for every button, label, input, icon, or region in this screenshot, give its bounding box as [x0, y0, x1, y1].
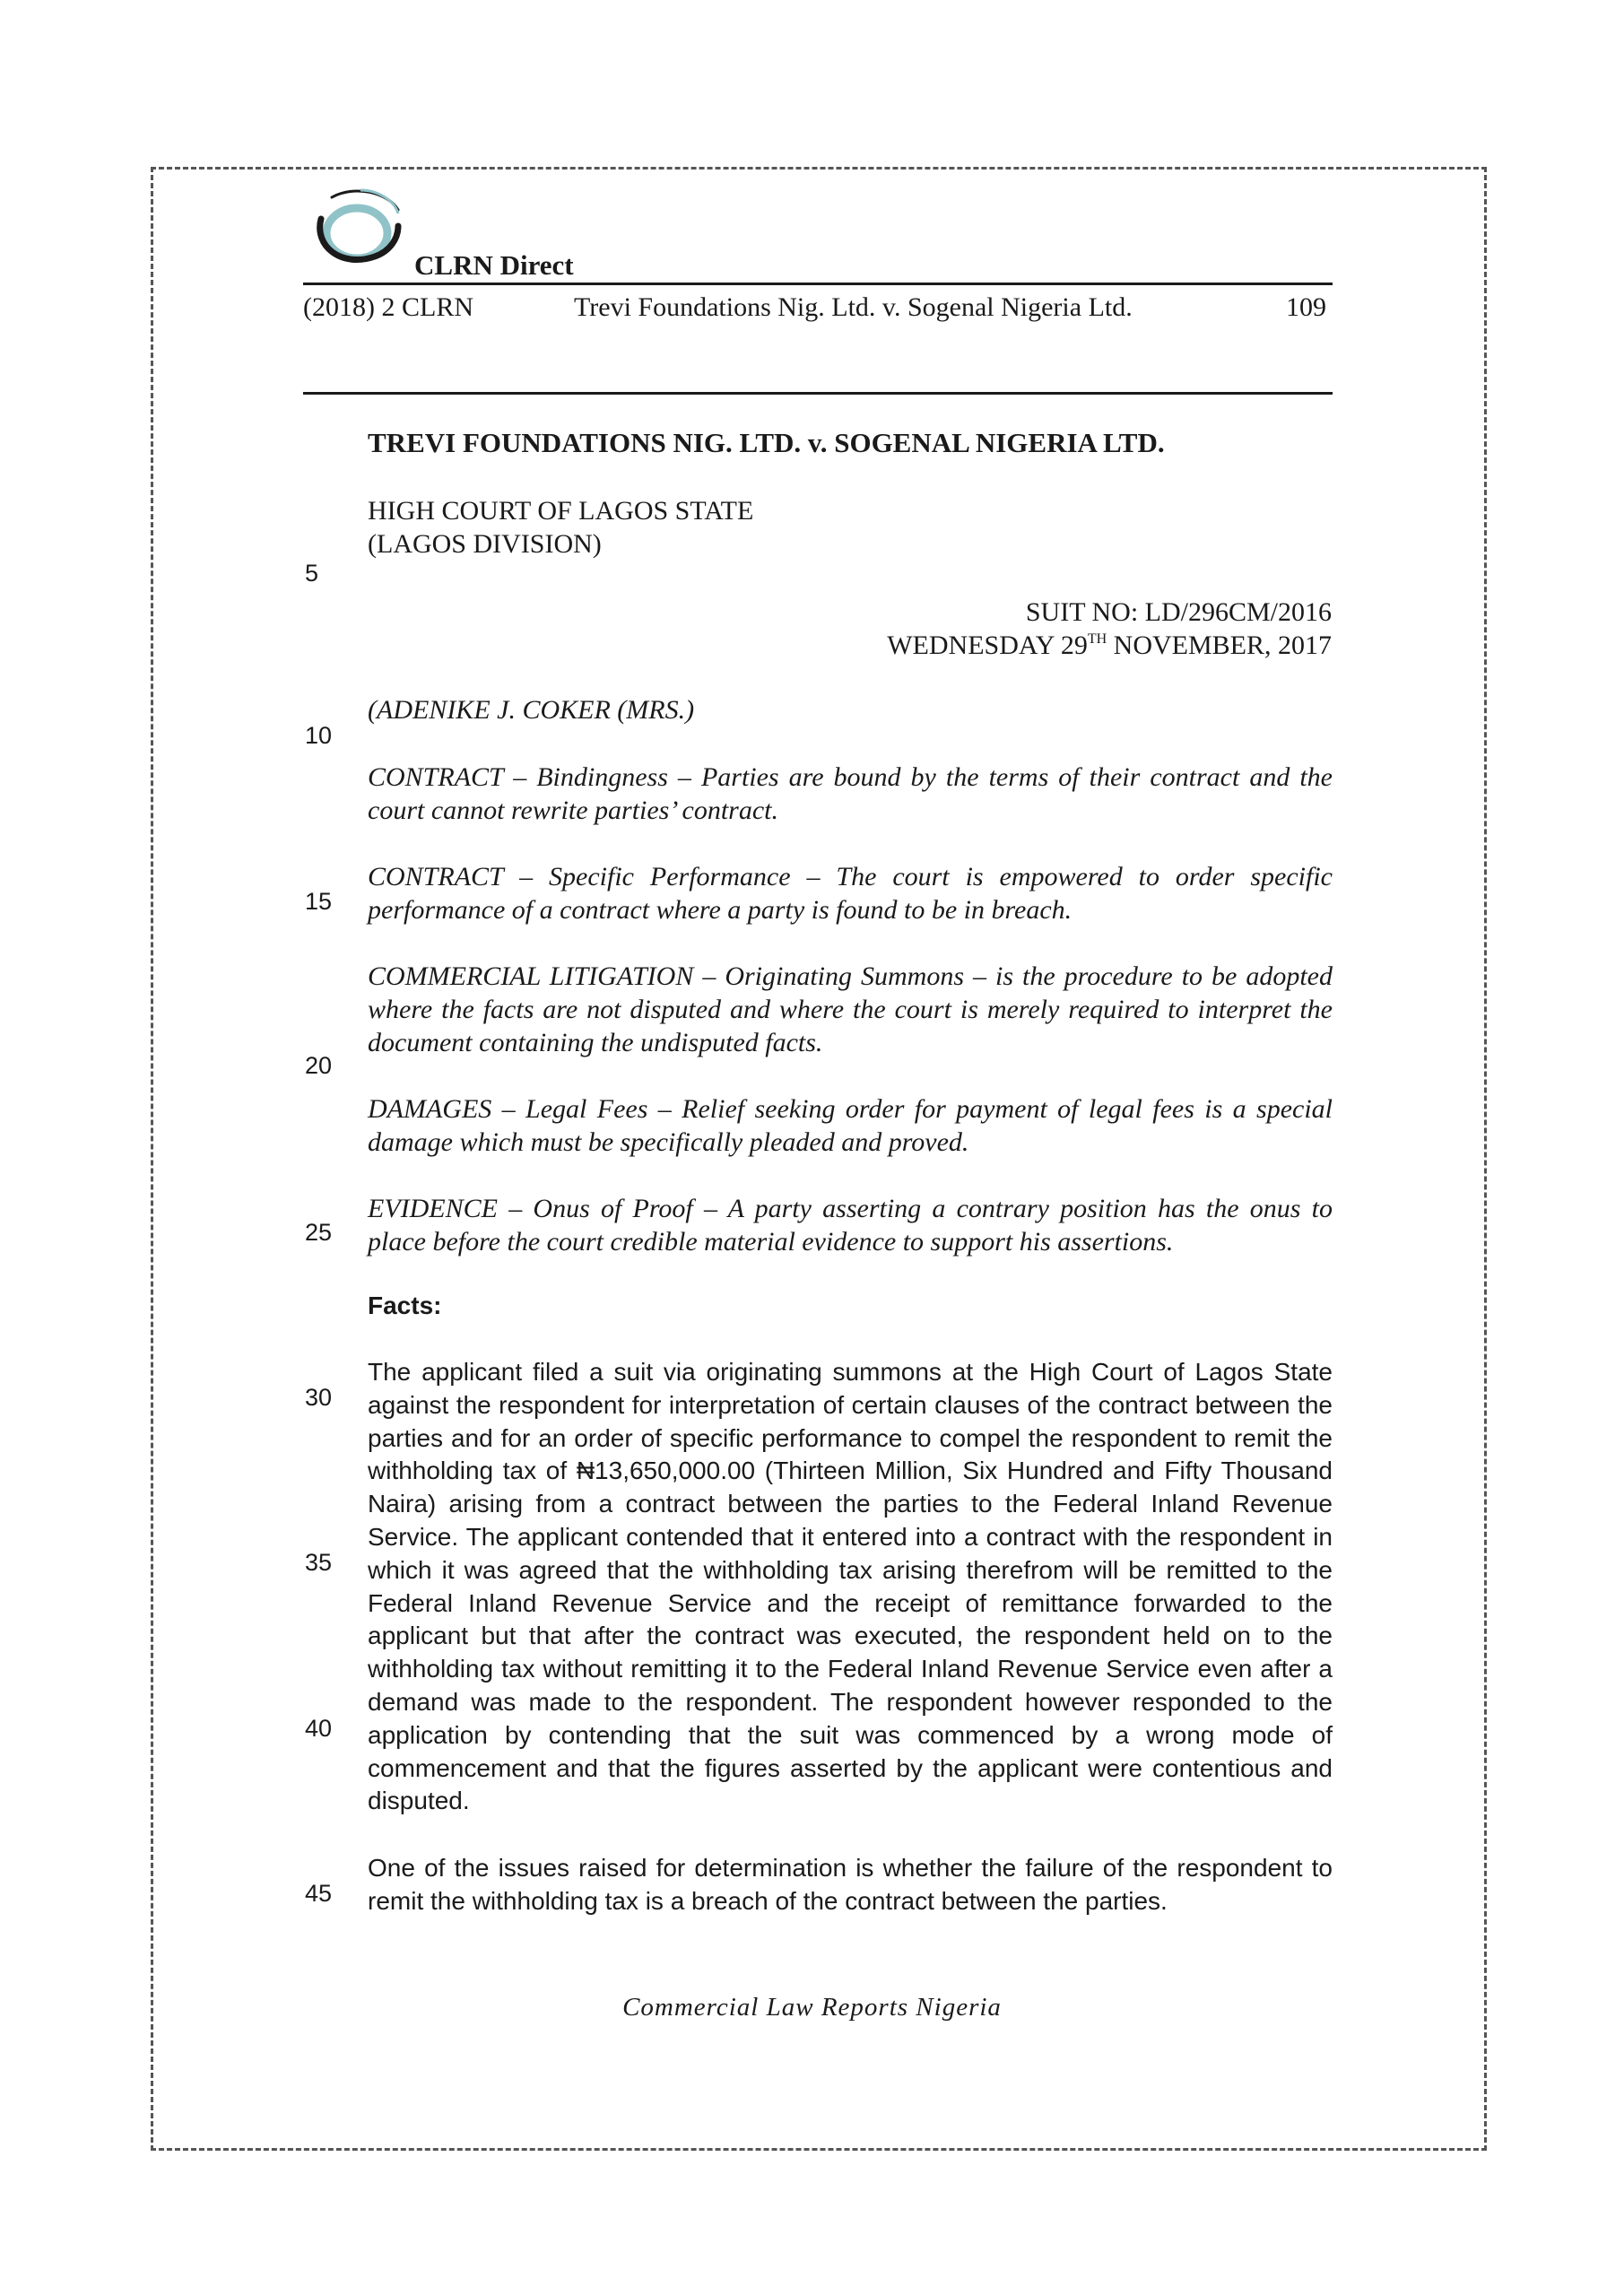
- page-number: 109: [1286, 292, 1326, 322]
- headnote: DAMAGES – Legal Fees – Relief seeking order for payment of legal fees is a special damage which must be specifically pleaded and proved.: [368, 1094, 1333, 1157]
- facts-heading: Facts:: [368, 1292, 442, 1319]
- court-line-1: HIGH COURT OF LAGOS STATE: [368, 496, 754, 526]
- facts-paragraph: One of the issues raised for determination is whether the failure of the respondent to remit the withholding tax is a breach of the contract between the parties.: [368, 1854, 1333, 1915]
- court-line-2: (LAGOS DIVISION): [368, 529, 602, 559]
- line-number: 40: [305, 1715, 333, 1742]
- line-number: 45: [305, 1880, 333, 1907]
- footer-publication: Commercial Law Reports Nigeria: [622, 1993, 1002, 2022]
- date-suffix: NOVEMBER, 2017: [1107, 631, 1332, 660]
- line-number: 5: [305, 560, 319, 587]
- suit-number: SUIT NO: LD/296CM/2016: [1025, 597, 1332, 627]
- clrn-logo-icon: [305, 183, 413, 282]
- running-title: Trevi Foundations Nig. Ltd. v. Sogenal Nigeria Ltd.: [574, 292, 1133, 322]
- brand-name: CLRN Direct: [414, 249, 574, 281]
- suit-details: [887, 596, 1332, 662]
- date-sup: TH: [1087, 631, 1107, 647]
- line-number: 30: [305, 1384, 333, 1411]
- judge-name: (ADENIKE J. COKER (MRS.): [368, 695, 695, 725]
- judgment-date: [887, 629, 1332, 662]
- line-number: 20: [305, 1052, 333, 1079]
- facts-paragraph: The applicant filed a suit via originating summons at the High Court of Lagos State against the respondent for interpretation of certain clauses of the contract between the parties and for an order of specific performance to compel the respondent to remit the withholding tax of ₦13,650,000.00 (Thirteen Million, Six Hundred and Fifty Thousand Naira) arising from a contract between the parties to the Federal Inland Revenue Service. The applicant contended that it entered into a contract with the respondent in which it was agreed that the withholding tax arising therefrom will be remitted to the Federal Inland Revenue Service and the receipt of remittance forwarded to the applicant but that after the contract was executed, the respondent held on to the withholding tax without remitting it to the Federal Inland Revenue Service even after a demand was made to the respondent. The respondent however responded to the application by contending that the suit was commenced by a wrong mode of commencement and that the figures asserted by the applicant were contentious and disputed.: [368, 1358, 1333, 1815]
- court-name: [368, 494, 753, 561]
- citation: (2018) 2 CLRN: [303, 292, 473, 322]
- headnote: COMMERCIAL LITIGATION – Originating Summons – is the procedure to be adopted where the facts are not disputed and where the court is merely required to interpret the document containing the undisputed facts.: [368, 961, 1333, 1057]
- line-number: 15: [305, 888, 333, 915]
- line-number: 35: [305, 1549, 333, 1576]
- case-title: TREVI FOUNDATIONS NIG. LTD. v. SOGENAL NIGERIA LTD.: [368, 427, 1165, 458]
- section-rule: [303, 392, 1333, 395]
- header-rule: [303, 283, 1333, 285]
- line-number: 25: [305, 1219, 333, 1246]
- headnote: CONTRACT – Bindingness – Parties are bound by the terms of their contract and the court cannot rewrite parties’ contract.: [368, 762, 1333, 825]
- headnote: EVIDENCE – Onus of Proof – A party asserting a contrary position has the onus to place before the court credible material evidence to support his assertions.: [368, 1194, 1333, 1257]
- line-number: 10: [305, 722, 333, 749]
- headnote: CONTRACT – Specific Performance – The court is empowered to order specific performance of a contract where a party is found to be in breach.: [368, 862, 1333, 925]
- date-prefix: WEDNESDAY 29: [887, 631, 1088, 660]
